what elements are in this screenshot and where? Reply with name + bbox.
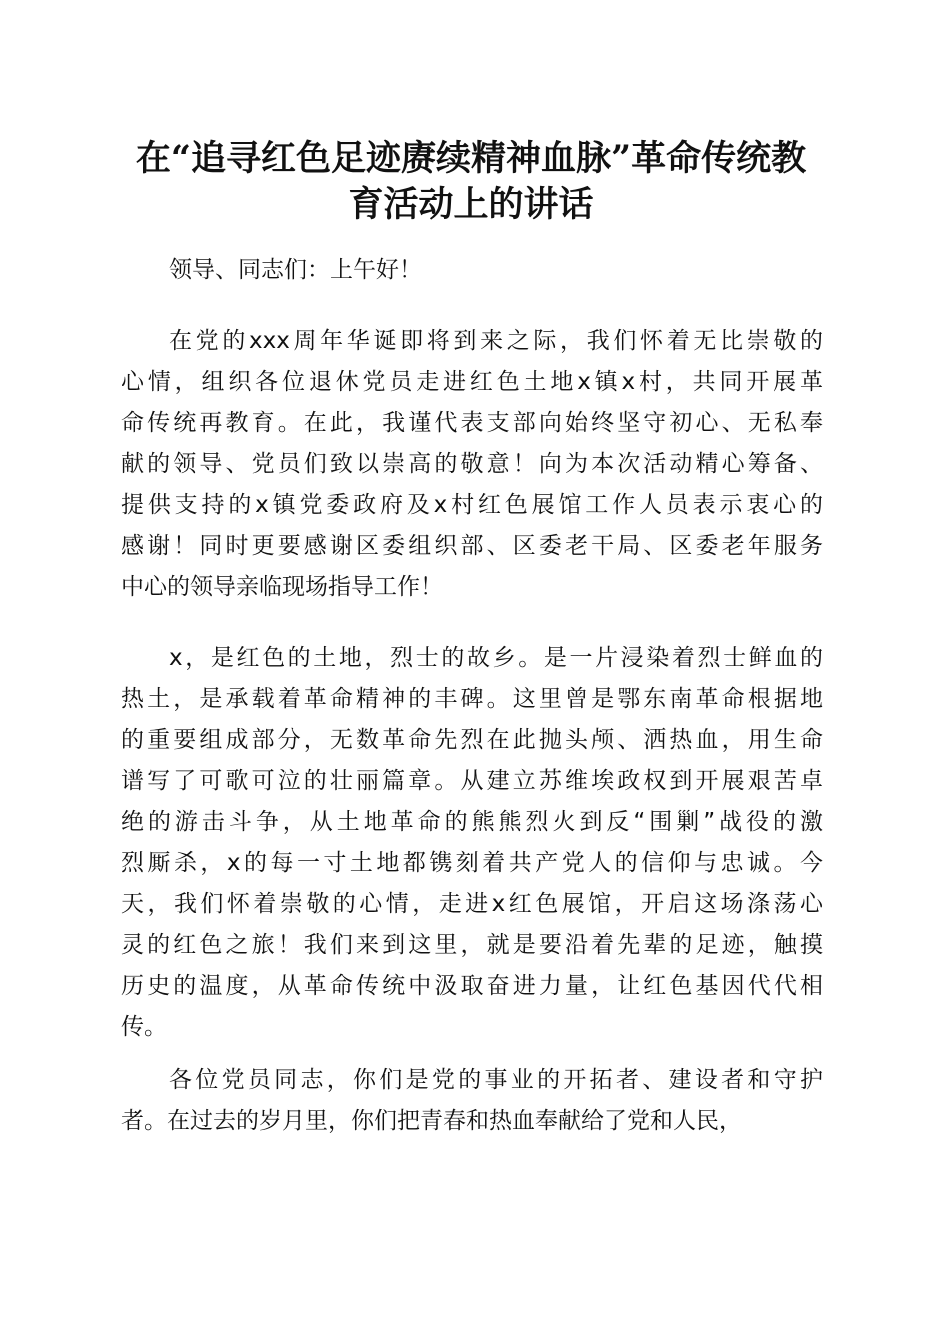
document-title bbox=[110, 136, 832, 228]
text-line: x，是红色的土地，烈士的故乡。是一片浸染着烈士鲜血的 bbox=[169, 645, 823, 671]
text-line: 中心的领导亲临现场指导工作！ bbox=[121, 574, 443, 600]
text-line: 天，我们怀着崇敬的心情，走进x红色展馆，开启这场涤荡心 bbox=[121, 891, 823, 917]
text-line: 命传统再教育。在此，我谨代表支部向始终坚守初心、无私奉 bbox=[121, 410, 823, 436]
text-line: 提供支持的x镇党委政府及x村红色展馆工作人员表示衷心的 bbox=[121, 492, 823, 518]
text-line: 传。 bbox=[121, 1014, 167, 1040]
text-line: 灵的红色之旅！我们来到这里，就是要沿着先辈的足迹，触摸 bbox=[121, 932, 823, 958]
text-line: 领导、同志们：上午好！ bbox=[169, 257, 422, 283]
text-line: 感谢！同时更要感谢区委组织部、区委老干局、区委老年服务 bbox=[121, 533, 823, 559]
text-line: 的重要组成部分，无数革命先烈在此抛头颅、洒热血，用生命 bbox=[121, 727, 823, 753]
paragraph bbox=[121, 638, 823, 1048]
text-line: 烈厮杀，x的每一寸土地都镌刻着共产党人的信仰与忠诚。今 bbox=[121, 850, 823, 876]
text-line: 热土，是承载着革命精神的丰碑。这里曾是鄂东南革命根据地 bbox=[121, 686, 823, 712]
text-line: 谱写了可歌可泣的壮丽篇章。从建立苏维埃政权到开展艰苦卓 bbox=[121, 768, 823, 794]
title-line: 在“追寻红色足迹赓续精神血脉”革命传统教 bbox=[135, 138, 807, 179]
text-line: 绝的游击斗争，从土地革命的熊熊烈火到反“围剿”战役的激 bbox=[121, 809, 823, 835]
text-line: 各位党员同志，你们是党的事业的开拓者、建设者和守护 bbox=[169, 1067, 823, 1093]
text-line: 在党的xxx周年华诞即将到来之际，我们怀着无比崇敬的 bbox=[169, 328, 823, 354]
text-line: 者。在过去的岁月里，你们把青春和热血奉献给了党和人民， bbox=[121, 1108, 742, 1134]
text-line: 心情，组织各位退休党员走进红色土地x镇x村，共同开展革 bbox=[121, 369, 823, 395]
paragraph bbox=[121, 321, 823, 608]
text-line: 献的领导、党员们致以崇高的敬意！向为本次活动精心筹备、 bbox=[121, 451, 823, 477]
text-line: 历史的温度，从革命传统中汲取奋进力量，让红色基因代代相 bbox=[121, 973, 823, 999]
paragraph bbox=[121, 250, 823, 291]
paragraph bbox=[121, 1060, 823, 1142]
document-body bbox=[121, 250, 823, 1142]
title-line: 育活动上的讲话 bbox=[348, 184, 594, 225]
